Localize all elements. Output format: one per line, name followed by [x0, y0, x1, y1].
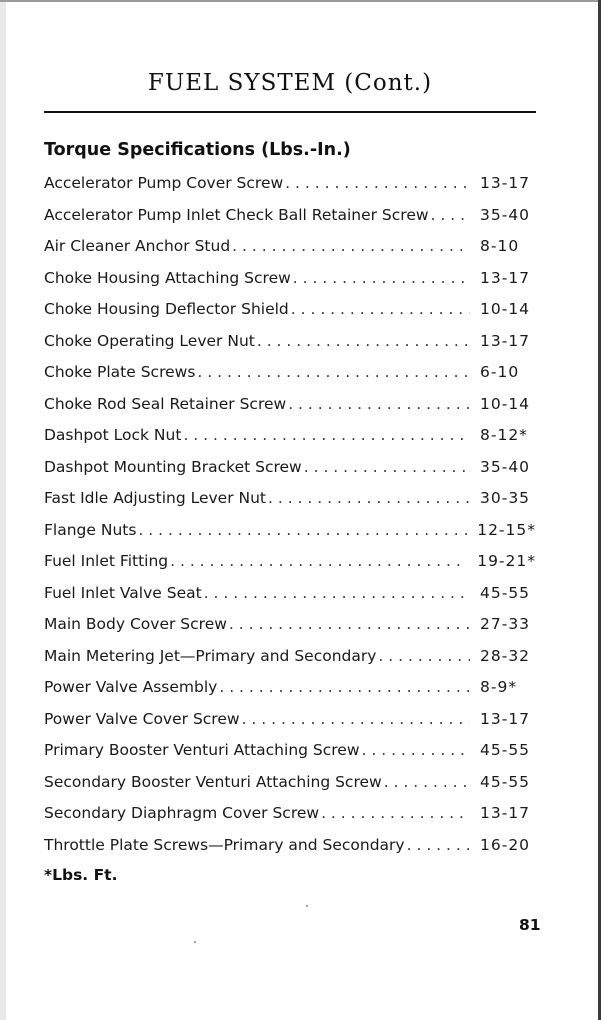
- dot-leader: [431, 206, 470, 224]
- spec-row: [44, 174, 536, 206]
- dot-leader: [384, 773, 470, 791]
- spec-row: [44, 458, 536, 490]
- spec-value: 6-10: [480, 363, 520, 381]
- spec-value: 10-14: [480, 300, 531, 318]
- spec-value: 19-21*: [477, 552, 536, 570]
- spec-value: 30-35: [480, 489, 531, 507]
- dot-leader: [362, 741, 470, 759]
- dot-leader: [268, 489, 470, 507]
- spec-name: Fuel Inlet Valve Seat: [44, 583, 202, 602]
- spec-row: [44, 741, 536, 773]
- spec-name: Dashpot Mounting Bracket Screw: [44, 457, 302, 476]
- spec-row: [44, 269, 536, 301]
- spec-row: [44, 332, 536, 364]
- spec-row: [44, 395, 536, 427]
- dot-leader: [232, 237, 470, 255]
- spec-value: 10-14: [480, 394, 531, 413]
- dot-leader: [288, 395, 470, 413]
- spec-value: 45-55: [480, 583, 531, 602]
- spec-row: [44, 836, 536, 868]
- spec-value: 13-17: [480, 804, 531, 822]
- dot-leader: [242, 710, 470, 728]
- spec-name: Air Cleaner Anchor Stud: [44, 237, 231, 255]
- spec-value: 16-20: [480, 835, 531, 854]
- spec-row: [44, 206, 536, 238]
- dot-leader: [219, 678, 470, 696]
- spec-value: 8-12*: [480, 426, 528, 444]
- dot-leader: [204, 584, 470, 602]
- spec-name: Secondary Booster Venturi Attaching Screw: [44, 772, 382, 791]
- dot-leader: [304, 458, 470, 476]
- spec-name: Fast Idle Adjusting Lever Nut: [44, 489, 267, 507]
- spec-row: [44, 237, 536, 269]
- dot-leader: [257, 332, 470, 350]
- footnote: *Lbs. Ft.: [44, 866, 118, 884]
- spec-row: [44, 678, 536, 710]
- spec-name: Flange Nuts: [44, 520, 137, 539]
- spec-name: Throttle Plate Screws—Primary and Secondary: [44, 835, 405, 854]
- spec-name: Power Valve Assembly: [44, 678, 218, 696]
- spec-name: Choke Housing Deflector Shield: [44, 300, 289, 318]
- dot-leader: [229, 615, 470, 633]
- spec-row: [44, 584, 536, 616]
- spec-name: Choke Operating Lever Nut: [44, 331, 255, 350]
- page-title: FUEL SYSTEM (Cont.): [147, 70, 433, 96]
- dot-leader: [291, 300, 470, 318]
- spec-value: 13-17: [480, 331, 531, 350]
- spec-name: Accelerator Pump Cover Screw: [44, 174, 284, 192]
- spec-name: Accelerator Pump Inlet Check Ball Retainer Screw: [44, 205, 429, 224]
- spec-row: [44, 489, 536, 521]
- dot-leader: [378, 647, 470, 665]
- spec-row: [44, 521, 536, 553]
- scan-speck: [194, 941, 196, 943]
- page-top-edge: [0, 0, 601, 2]
- dot-leader: [407, 836, 470, 854]
- spec-value: 13-17: [480, 174, 531, 192]
- spec-name: Dashpot Lock Nut: [44, 426, 182, 444]
- spec-name: Choke Rod Seal Retainer Screw: [44, 394, 287, 413]
- spec-name: Power Valve Cover Screw: [44, 709, 240, 728]
- spec-value: 45-55: [480, 741, 531, 759]
- spec-name: Main Body Cover Screw: [44, 615, 227, 633]
- spec-row: [44, 773, 536, 805]
- section-heading: Torque Specifications (Lbs.-In.): [44, 140, 351, 160]
- spec-value: 8-10: [480, 237, 520, 255]
- dot-leader: [197, 363, 470, 381]
- spec-row: [44, 426, 536, 458]
- dot-leader: [170, 552, 467, 570]
- page-left-edge: [0, 0, 6, 1020]
- spec-value: 27-33: [480, 615, 531, 633]
- torque-spec-list: [44, 174, 536, 867]
- spec-name: Choke Housing Attaching Screw: [44, 268, 291, 287]
- spec-name: Fuel Inlet Fitting: [44, 552, 169, 570]
- spec-value: 13-17: [480, 268, 531, 287]
- dot-leader: [293, 269, 470, 287]
- spec-name: Primary Booster Venturi Attaching Screw: [44, 741, 360, 759]
- spec-value: 28-32: [480, 646, 531, 665]
- title-divider: [44, 111, 536, 113]
- spec-value: 35-40: [480, 457, 531, 476]
- spec-row: [44, 615, 536, 647]
- spec-value: 8-9*: [480, 678, 518, 696]
- dot-leader: [321, 804, 470, 822]
- spec-name: Choke Plate Screws: [44, 363, 196, 381]
- spec-value: 13-17: [480, 709, 531, 728]
- spec-row: [44, 363, 536, 395]
- spec-value: 12-15*: [477, 520, 536, 539]
- dot-leader: [183, 426, 470, 444]
- spec-name: Main Metering Jet—Primary and Secondary: [44, 646, 377, 665]
- dot-leader: [138, 521, 467, 539]
- spec-value: 35-40: [480, 205, 531, 224]
- dot-leader: [285, 174, 470, 192]
- spec-row: [44, 552, 536, 584]
- spec-name: Secondary Diaphragm Cover Screw: [44, 804, 320, 822]
- spec-value: 45-55: [480, 772, 531, 791]
- spec-row: [44, 804, 536, 836]
- spec-row: [44, 710, 536, 742]
- page-number: 81: [519, 916, 541, 934]
- spec-row: [44, 647, 536, 679]
- spec-row: [44, 300, 536, 332]
- scan-speck: [306, 905, 308, 907]
